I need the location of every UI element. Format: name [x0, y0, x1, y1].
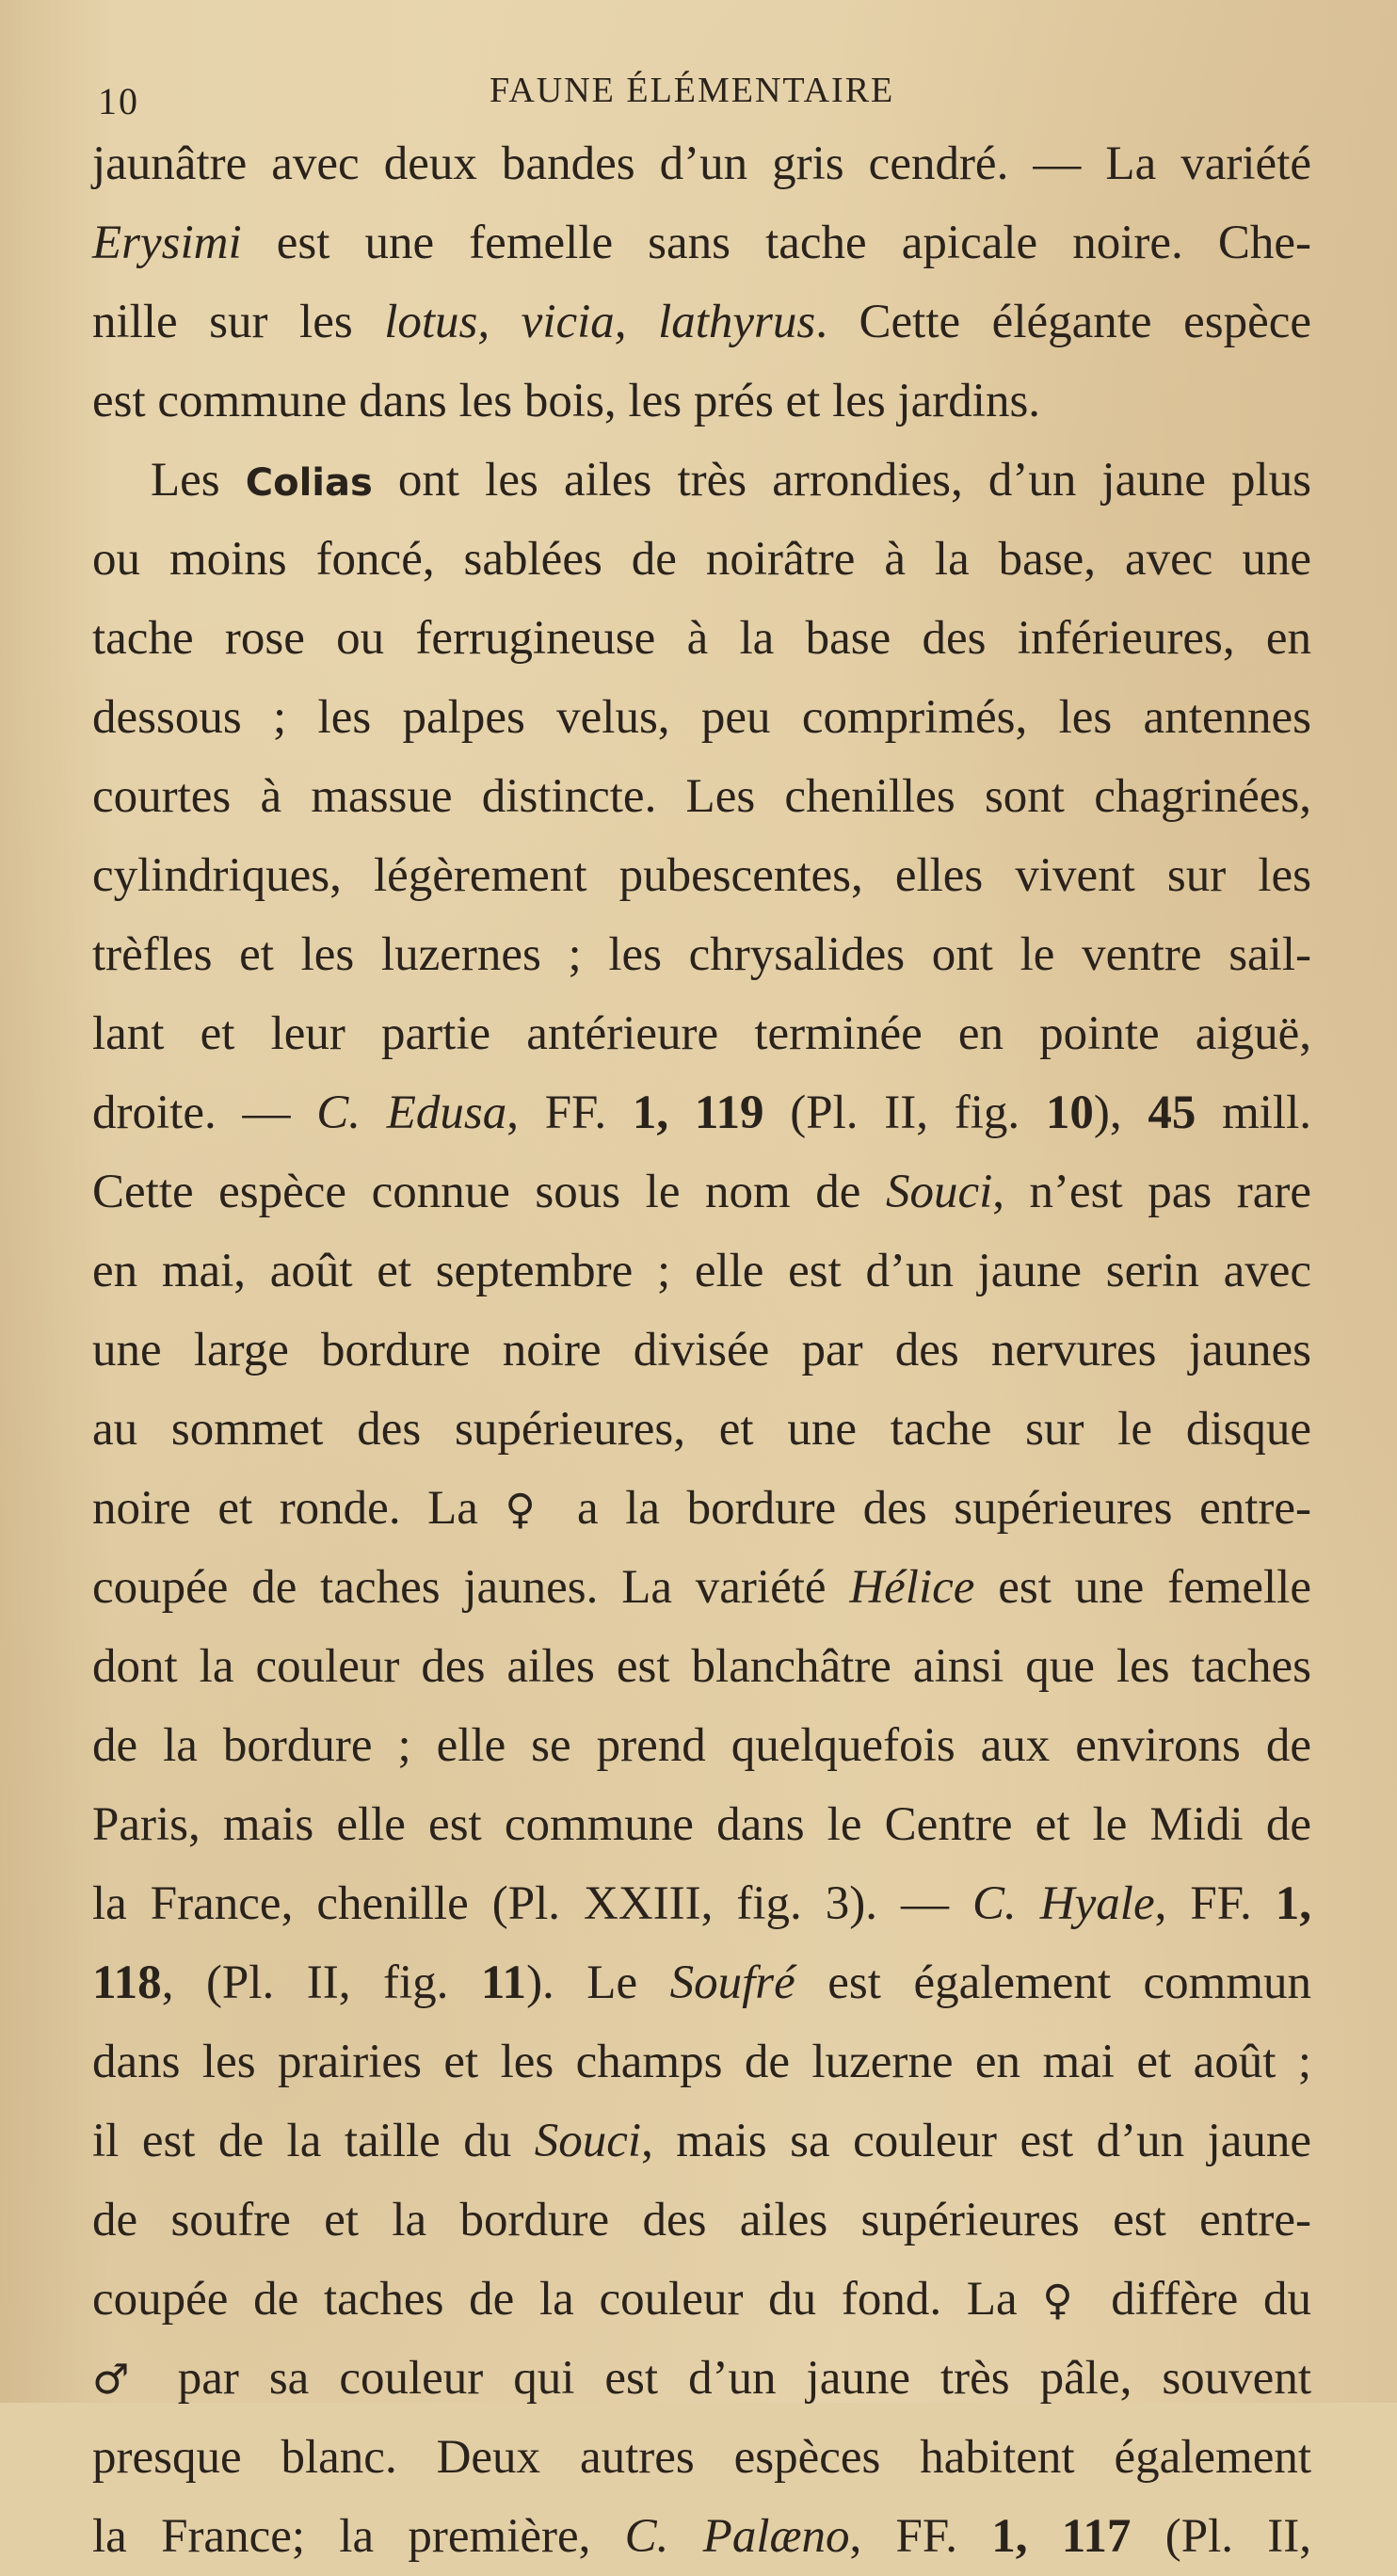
text-line: coupée de taches de la couleur du fond. La ♀ diffère du [92, 2273, 1311, 2326]
text-line: dont la couleur des ailes est blanchâtre ainsi que les taches [92, 1640, 1311, 1693]
text-line: de la bordure ; elle se prend quelquefois aux environs de [92, 1719, 1311, 1772]
text-line: trèfles et les luzernes ; les chrysalides ont le ventre sail- [92, 928, 1311, 981]
text-line: Cette espèce connue sous le nom de Souci, n’est pas rare [92, 1166, 1311, 1218]
paragraph-start: Les Colias ont les ailes très arrondies, d’un jaune plus [151, 454, 1311, 507]
text-line: est commune dans les bois, les prés et les jardins. [92, 375, 1041, 427]
female-symbol-icon: ♀ [505, 1486, 551, 1534]
text-line: courtes à massue distincte. Les chenilles sont chagrinées, [92, 770, 1311, 823]
text-line: 118, (Pl. II, fig. 11). Le Soufré est également commun [92, 1956, 1311, 2009]
page-number: 10 [98, 80, 139, 122]
text-line: presque blanc. Deux autres espèces habitent également [92, 2431, 1311, 2484]
text-line: en mai, août et septembre ; elle est d’un jaune serin avec [92, 1245, 1311, 1297]
text-line: nille sur les lotus, vicia, lathyrus. Cette élégante espèce [92, 296, 1311, 348]
text-line: Paris, mais elle est commune dans le Centre et le Midi de [92, 1798, 1311, 1851]
text-line: jaunâtre avec deux bandes d’un gris cendré. — La variété [92, 137, 1311, 190]
text-line: une large bordure noire divisée par des nervures jaunes [92, 1324, 1311, 1377]
text-line: dans les prairies et les champs de luzerne en mai et août ; [92, 2036, 1311, 2088]
text-line: dessous ; les palpes velus, peu comprimés, les antennes [92, 691, 1311, 744]
body-text [92, 124, 1311, 2576]
text-line: la France, chenille (Pl. XXIII, fig. 3). — C. Hyale, FF. 1, [92, 1877, 1311, 1930]
text-line: lant et leur partie antérieure terminée en pointe aiguë, [92, 1007, 1311, 1060]
text-line: de soufre et la bordure des ailes supérieures est entre- [92, 2194, 1311, 2246]
text-line: tache rose ou ferrugineuse à la base des inférieures, en [92, 612, 1311, 665]
text-line: il est de la taille du Souci, mais sa couleur est d’un jaune [92, 2115, 1312, 2167]
text-line: ♂ par sa couleur qui est d’un jaune très pâle, souvent [92, 2352, 1311, 2405]
text-line: noire et ronde. La ♀ a la bordure des supérieures entre- [92, 1482, 1311, 1535]
text-line: droite. — C. Edusa, FF. 1, 119 (Pl. II, fig. 10), 45 mill. [92, 1087, 1312, 1139]
male-symbol-icon: ♂ [92, 2356, 148, 2404]
text-line: ou moins foncé, sablées de noirâtre à la base, avec une [92, 533, 1311, 586]
female-symbol-icon: ♀ [1042, 2277, 1086, 2325]
text-line: au sommet des supérieures, et une tache sur le disque [92, 1403, 1311, 1456]
text-line: cylindriques, légèrement pubescentes, elles vivent sur les [92, 849, 1311, 902]
text-line: Erysimi est une femelle sans tache apicale noire. Che- [92, 217, 1311, 269]
text-line: la France; la première, C. Palæno, FF. 1, 117 (Pl. II, [92, 2510, 1311, 2563]
text-line: coupée de taches jaunes. La variété Hélice est une femelle [92, 1561, 1311, 1614]
running-title: FAUNE ÉLÉMENTAIRE [490, 71, 895, 110]
genus-name: Colias [245, 461, 373, 505]
